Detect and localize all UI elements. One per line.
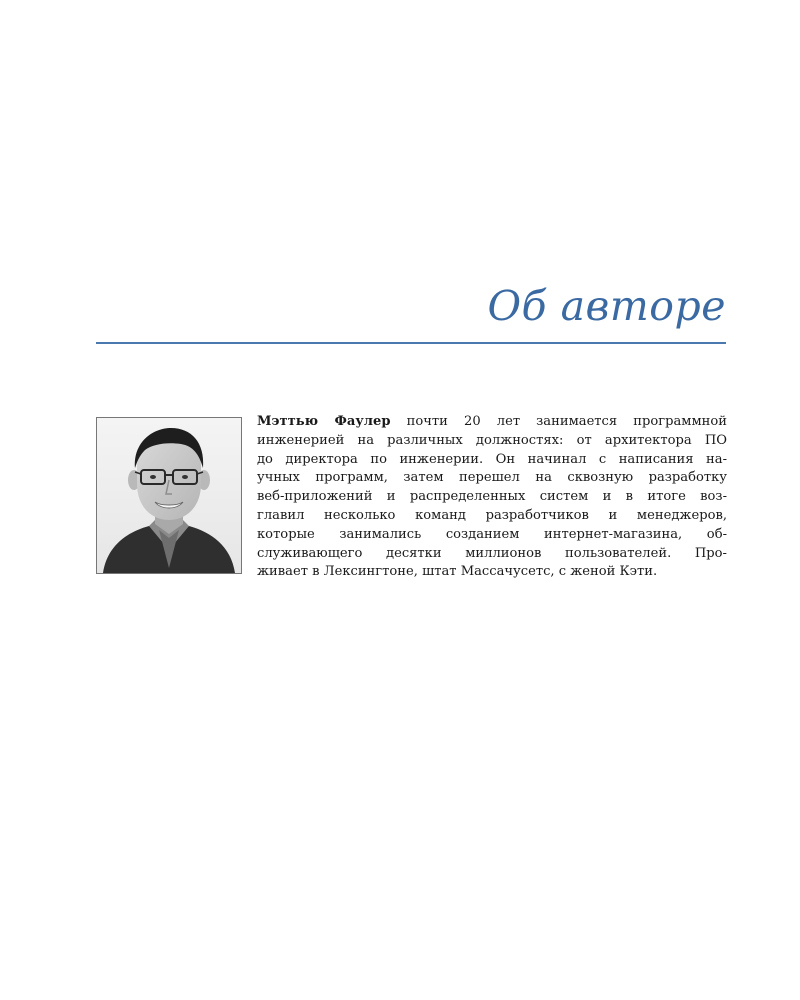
bio-line: Мэттью Фаулер почти 20 лет занимается программной — [257, 414, 727, 429]
bio-line: живает в Лексингтоне, штат Массачусетс, с женой Кэти. — [257, 564, 658, 580]
author-name: Мэттью Фаулер — [257, 414, 391, 429]
bio-line: которые занимались созданием интернет-магазина, об- — [257, 526, 727, 542]
author-photo — [96, 417, 242, 574]
bio-line: главил несколько команд разработчиков и менеджеров, — [257, 507, 727, 523]
bio-line: веб-приложений и распределенных систем и в итоге воз- — [257, 489, 727, 505]
bio-line: учных программ, затем перешел на сквозную разработку — [257, 470, 727, 486]
author-bio — [257, 413, 727, 582]
title-divider — [96, 342, 726, 344]
bio-line: инженерией на различных должностях: от архитектора ПО — [257, 432, 727, 448]
section-title: Об авторе — [487, 282, 726, 330]
bio-line: служивающего десятки миллионов пользователей. Про- — [257, 545, 727, 561]
bio-line: до директора по инженерии. Он начинал с написания на- — [257, 451, 727, 467]
